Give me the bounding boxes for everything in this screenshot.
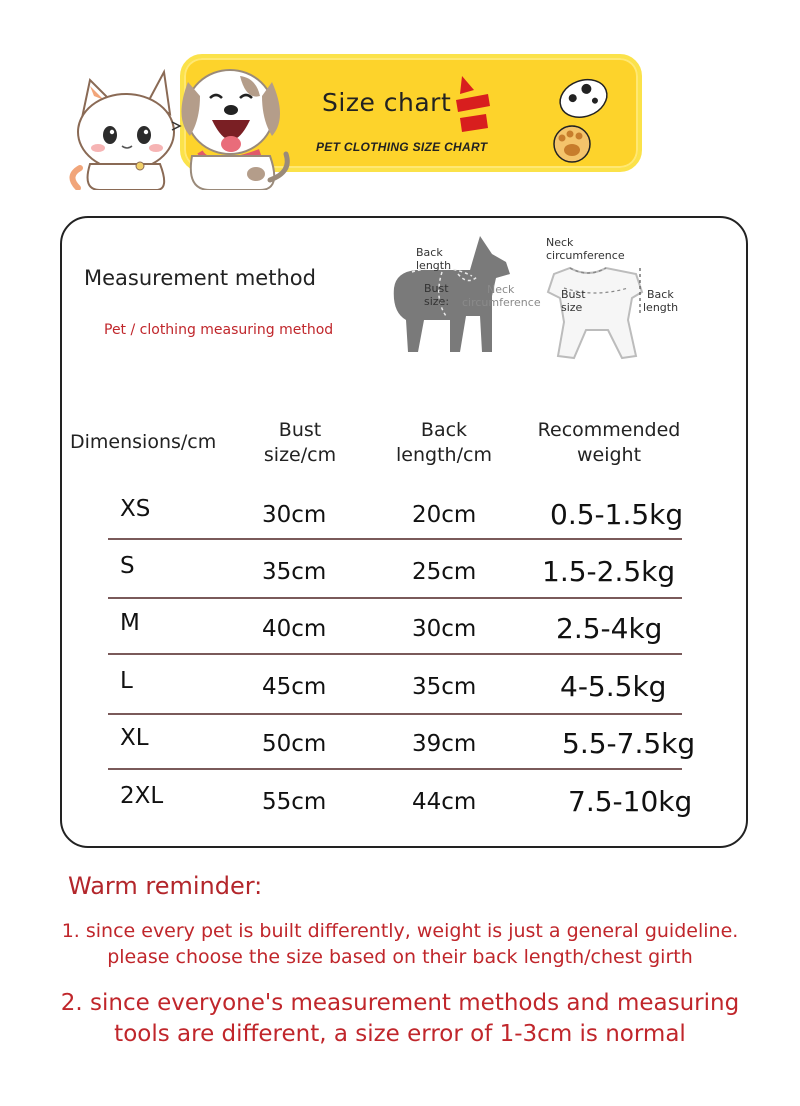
shirt-label-size: size: [561, 301, 583, 314]
banner-title: Size chart: [322, 88, 452, 117]
row-divider: [108, 538, 682, 540]
header-weight-line1: Recommended: [537, 419, 681, 441]
header-bust-line2: size/cm: [263, 444, 337, 466]
row-divider: [108, 597, 682, 599]
cell-size: M: [120, 610, 140, 636]
cell-weight: 5.5-7.5kg: [562, 727, 696, 760]
table-row: [108, 496, 682, 536]
measurement-title: Measurement method: [84, 266, 316, 290]
shirt-label-neck: Neck: [546, 236, 574, 249]
cell-size: L: [120, 668, 133, 694]
row-divider: [108, 653, 682, 655]
row-divider: [108, 713, 682, 715]
cell-weight: 4-5.5kg: [560, 670, 667, 703]
cat-mascot-icon: [72, 72, 174, 190]
header-weight-line2: weight: [576, 444, 642, 466]
cell-bust: 55cm: [262, 789, 327, 815]
header-dimensions: Dimensions/cm: [70, 431, 217, 453]
table-row: [108, 610, 682, 650]
cell-back: 44cm: [412, 789, 477, 815]
reminder-note-1-line1: 1. since every pet is built differently, weight is just a general guideline.: [61, 920, 739, 942]
table-row: [108, 783, 693, 823]
shirt-label-length: length: [643, 301, 679, 314]
header-bust-line1: Bust: [278, 419, 322, 441]
header-bust: [238, 418, 362, 468]
header-back-line2: length/cm: [396, 444, 492, 466]
banner-subtitle: PET CLOTHING SIZE CHART: [316, 140, 488, 154]
cell-bust: 35cm: [262, 559, 327, 585]
reminder-title: Warm reminder:: [68, 872, 263, 900]
cell-back: 25cm: [412, 559, 477, 585]
cell-bust: 30cm: [262, 502, 327, 528]
reminder-note-2-line1: 2. since everyone's measurement methods and measuring: [60, 990, 740, 1016]
cell-weight: 2.5-4kg: [556, 612, 663, 645]
cell-weight: 0.5-1.5kg: [550, 498, 684, 531]
cell-weight: 1.5-2.5kg: [542, 555, 676, 588]
reminder-note-1-line2: please choose the size based on their back length/chest girth: [107, 946, 693, 968]
reminder-note-2: [0, 988, 800, 1050]
cell-back: 35cm: [412, 674, 477, 700]
header-back-line1: Back: [420, 419, 468, 441]
dog-label-back: Back: [416, 246, 443, 259]
cell-bust: 50cm: [262, 731, 327, 757]
header-weight: [526, 418, 692, 468]
dog-label-neck: Neck: [487, 283, 515, 296]
cell-size: S: [120, 553, 135, 579]
table-row: [108, 725, 696, 765]
cat-dog-mascot-icon: [60, 40, 300, 190]
cell-bust: 45cm: [262, 674, 327, 700]
cell-size: 2XL: [120, 783, 164, 809]
header-back: [384, 418, 504, 468]
cell-back: 20cm: [412, 502, 477, 528]
measurement-subtitle: Pet / clothing measuring method: [104, 322, 334, 338]
shirt-label-back: Back: [647, 288, 674, 301]
table-row: [108, 553, 682, 593]
row-divider: [108, 768, 682, 770]
shirt-label-bust: Bust: [561, 288, 586, 301]
cell-bust: 40cm: [262, 616, 327, 642]
dog-label-bust: Bust: [424, 282, 449, 295]
paw-icon: [544, 64, 634, 174]
cell-back: 30cm: [412, 616, 477, 642]
table-row: [108, 668, 682, 708]
cell-back: 39cm: [412, 731, 477, 757]
dog-label-circumference: circumference: [462, 296, 541, 309]
exclaim-mark-icon: [450, 70, 498, 140]
dog-label-size: size:: [424, 295, 450, 308]
reminder-note-2-line2: tools are different, a size error of 1-3cm is normal: [114, 1021, 686, 1047]
reminder-note-1: [0, 918, 800, 970]
size-chart-banner: [60, 40, 660, 190]
dog-label-length: length: [416, 259, 452, 272]
shirt-label-circumference: circumference: [546, 249, 625, 262]
cell-size: XL: [120, 725, 149, 751]
cell-size: XS: [120, 496, 151, 522]
dog-mascot-icon: [181, 70, 287, 190]
cell-weight: 7.5-10kg: [568, 785, 693, 818]
